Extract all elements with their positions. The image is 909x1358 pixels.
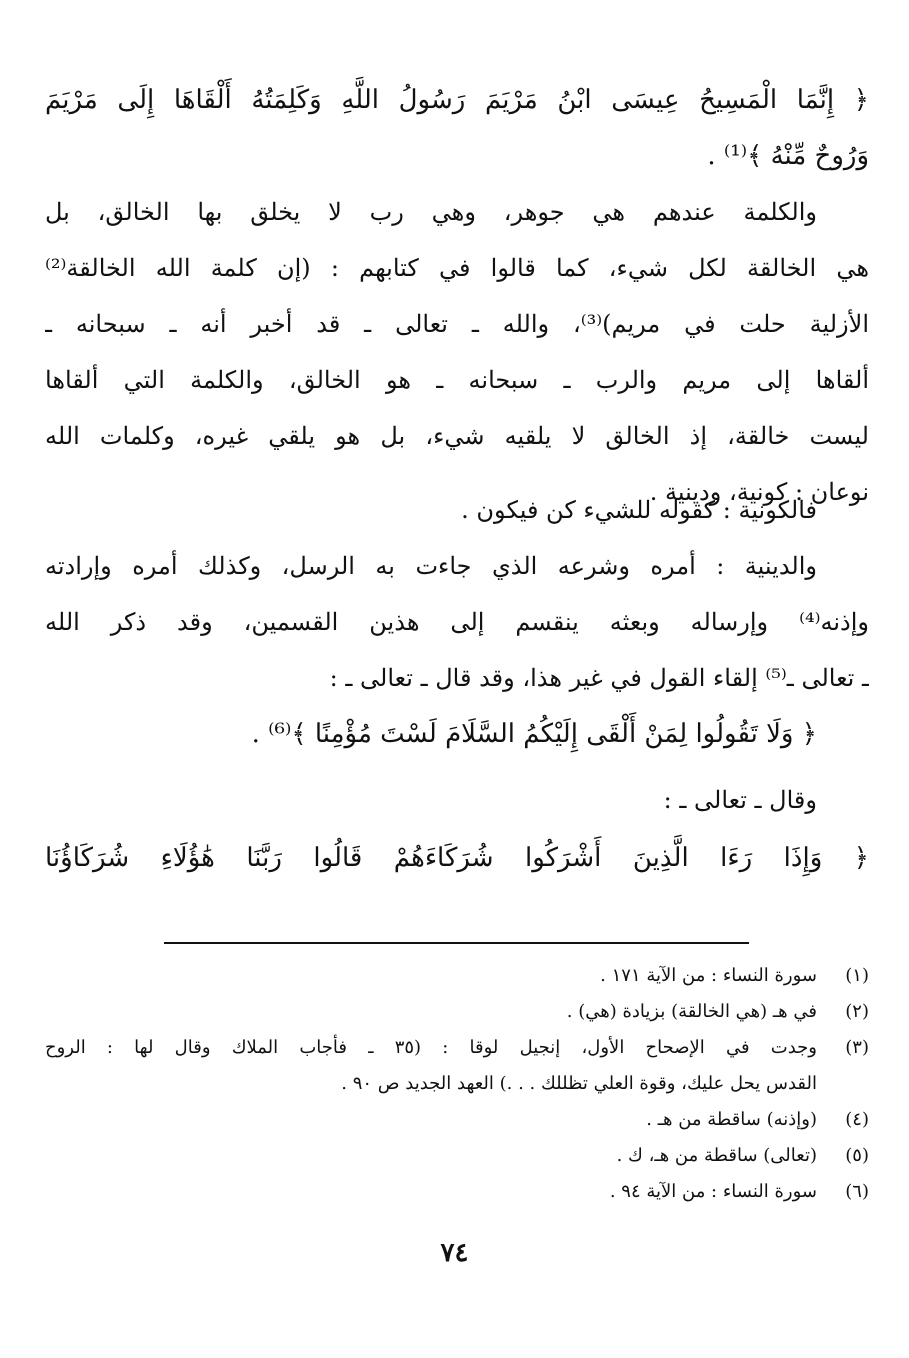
main-text-continued	[45, 482, 869, 538]
quran-verse-line: ﴿ وَإِذَا رَءَا الَّذِينَ أَشْرَكُوا شُرَكَاءَهُمْ قَالُوا رَبَّنَا هَٰؤُلَاءِ شُرَكَاؤُنَا	[45, 843, 869, 873]
footnote-text	[45, 1138, 817, 1174]
paragraph-line: هي الخالقة لكل شيء، كما قالوا في كتابهم : (إن كلمة الله الخالقة⁽²⁾	[45, 254, 869, 282]
footnote-line: القدس يحل عليك، وقوة العلي تظللك . . .) العهد الجديد ص ٩٠ .	[341, 1073, 817, 1094]
footnote-line: وجدت في الإصحاح الأول، إنجيل لوقا : (٣٥ ـ فأجاب الملاك وقال لها : الروح	[45, 1037, 817, 1058]
footnote-divider	[164, 942, 749, 944]
footnote-line: (وإذنه) ساقطة من هـ .	[646, 1109, 817, 1130]
footnote-line: (تعالى) ساقطة من هـ، ك .	[616, 1145, 817, 1166]
footnote	[45, 1030, 869, 1102]
footnote-number: (٦)	[845, 1181, 869, 1202]
paragraph-line: فالكونية : كقوله للشيء كن فيكون .	[461, 496, 817, 524]
paragraph-line: وإذنه⁽⁴⁾ وإرساله وبعثه ينقسم إلى هذين القسمين، وقد ذكر الله	[45, 608, 869, 636]
quran-verse-line: وَرُوحٌ مِّنْهُ ﴾⁽¹⁾ .	[707, 141, 869, 171]
footnote-line: في هـ (هي الخالقة) بزيادة (هي) .	[566, 1001, 817, 1022]
main-text	[45, 72, 869, 520]
paragraph-line: والكلمة عندهم هي جوهر، وهي رب لا يخلق بها الخالق، بل	[45, 198, 817, 226]
footnote-number: (٢)	[845, 1001, 869, 1022]
paragraph-line: الأزلية حلت في مريم)⁽³⁾، والله ـ تعالى ـ قد أخبر أنه ـ سبحانه ـ	[45, 310, 869, 338]
paragraph-line: ليست خالقة، إذ الخالق لا يلقيه شيء، بل هو يلقي غيره، وكلمات الله	[45, 422, 869, 450]
quran-verse-line: ﴿ إِنَّمَا الْمَسِيحُ عِيسَى ابْنُ مَرْيَمَ رَسُولُ اللَّهِ وَكَلِمَتُهُ أَلْقَاهَا إِلَى مَرْيَمَ	[45, 85, 869, 115]
footnote	[45, 1102, 869, 1138]
footnote	[45, 994, 869, 1030]
paragraph-line: ـ تعالى ـ⁽⁵⁾ إلقاء القول في غير هذا، وقد قال ـ تعالى ـ :	[329, 664, 869, 692]
footnote-number: (١)	[845, 965, 869, 986]
footnote-text	[45, 1174, 817, 1210]
footnote	[45, 958, 869, 994]
main-text-continued	[45, 706, 869, 762]
footnote-text	[45, 958, 817, 994]
quran-verse-line: ﴿ وَلَا تَقُولُوا لِمَنْ أَلْقَى إِلَيْكُمُ السَّلَامَ لَسْتَ مُؤْمِنًا ﴾⁽⁶⁾ .	[251, 719, 817, 749]
footnote-number: (٤)	[845, 1109, 869, 1130]
footnote-number: (٣)	[845, 1037, 869, 1058]
footnote-line: سورة النساء : من الآية ١٧١ .	[600, 965, 817, 986]
footnote-number: (٥)	[845, 1145, 869, 1166]
footnote-line: سورة النساء : من الآية ٩٤ .	[609, 1181, 817, 1202]
footnote-text	[45, 1030, 817, 1102]
footnote-text	[45, 994, 817, 1030]
footnote	[45, 1174, 869, 1210]
paragraph-line: ألقاها إلى مريم والرب ـ سبحانه ـ هو الخالق، والكلمة التي ألقاها	[45, 366, 869, 394]
main-text-continued	[45, 772, 869, 828]
main-text-continued	[45, 538, 869, 706]
paragraph-line: نوعان : كونية، ودينية .	[649, 478, 869, 506]
page-number: ٧٤	[440, 1238, 469, 1268]
footnotes	[45, 958, 869, 1210]
paragraph-line: وقال ـ تعالى ـ :	[663, 786, 817, 814]
main-text-continued	[45, 830, 869, 886]
paragraph-line: والدينية : أمره وشرعه الذي جاءت به الرسل، وكذلك أمره وإرادته	[45, 552, 817, 580]
footnote	[45, 1138, 869, 1174]
footnote-text	[45, 1102, 817, 1138]
